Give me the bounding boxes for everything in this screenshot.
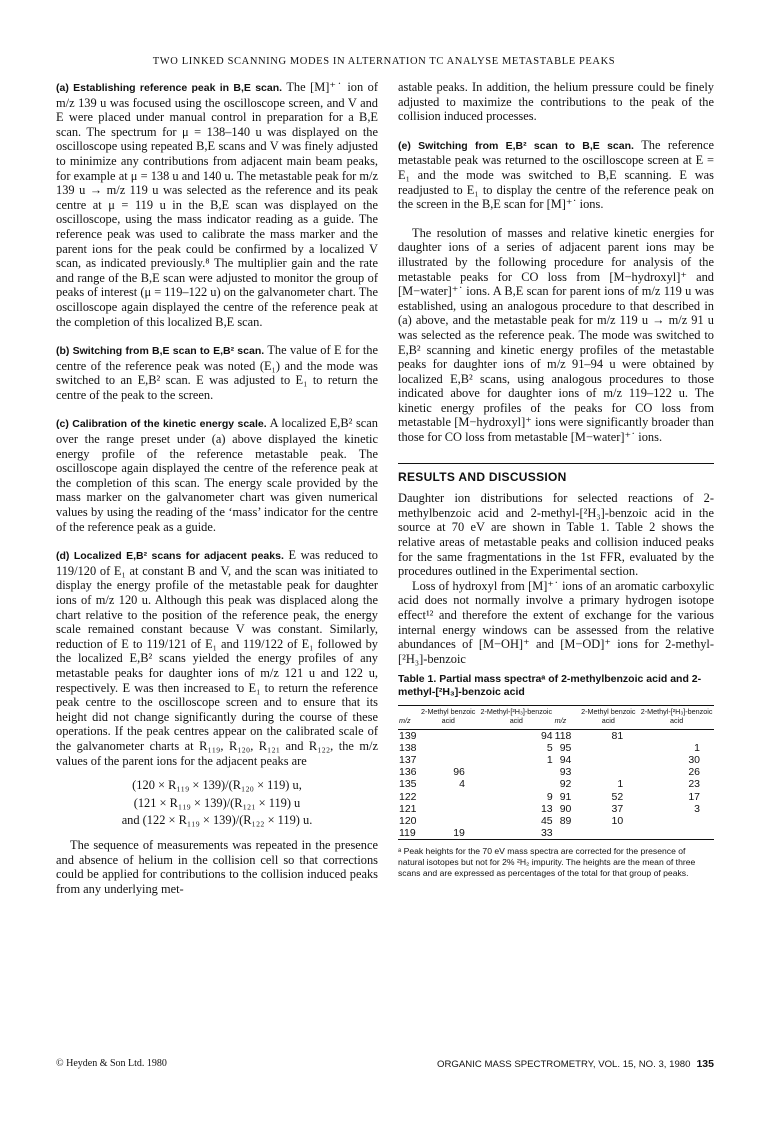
resolution-paragraph: The resolution of masses and relative kinetic energies for daughter ions of a series of adjacent parent ions may be illustrated by the following procedure for analysis of the metastable peaks for CO loss from [M−hydroxyl]⁺ and [M−water]⁺˙ ions. A B,E scan for parent ions of m/z 119 u was established, using an analogous procedure to that described in (a) above, and the metastable peak for m/z 119 u → m/z 91 u was selected as the reference peak. The mode was switched to E,B² scanning and kinetic energy profiles of the metastable peaks for daughter ions of m/z 91–94 u were obtained by localized E,B² scans, using analogous procedures to those indicated above for daughter ions of m/z 119–122 u. The kinetic energy profiles of the peaks for CO loss from metastable [M−hydroxyl]⁺ ions were significantly broader than those for CO loss from metastable [M−water]⁺˙ ions. (398, 225, 714, 445)
table-cell: 23 (688, 778, 700, 791)
table-cell: 13 (540, 802, 553, 815)
table-row (398, 778, 714, 790)
right-column (398, 80, 714, 879)
section-b-heading: (b) Switching from B,E scan to E,B² scan. (56, 345, 265, 358)
table-cell: 1 (694, 741, 700, 754)
table-cell: 139 (399, 729, 417, 742)
journal-footer (398, 1058, 714, 1070)
table-cell: 52 (611, 790, 624, 803)
table-cell: 9 (546, 790, 553, 803)
table-cell (639, 729, 714, 742)
formula-2: (121 × R₁₁₉ × 139)/(R₁₂₁ × 119) u (133, 795, 301, 810)
formula-3: and (122 × R₁₁₉ × 139)/(R₁₂₂ × 119) u. (121, 813, 313, 828)
section-c-body: A localized E,B² scan over the range preset under (a) above displayed the kinetic energy profile of the reference metastable peak. The oscilloscope again displayed the centre of the reference peak at the completion of this scan. The energy scale provided by the mass marker on the galvanometer chart was given numerical values by using the reading of the ‘mass’ indicator for the centre of the reference peak as a guide. (56, 416, 378, 534)
table-header-cell: 2-Methyl-[²H₃]-benzoic acid (479, 706, 554, 729)
results-heading: RESULTS AND DISCUSSION (398, 463, 714, 485)
running-head: TWO LINKED SCANNING MODES IN ALTERNATION TC ANALYSE METASTABLE PEAKS (152, 56, 616, 67)
table-cell: 137 (399, 753, 417, 766)
section-b (56, 343, 378, 402)
table-cell: 90 (559, 802, 572, 815)
table-cell (418, 803, 479, 815)
table-cell: 1 (617, 778, 624, 791)
section-e-heading: (e) Switching from E,B² scan to B,E scan. (398, 139, 634, 152)
table-cell (418, 754, 479, 766)
table-cell: 96 (453, 766, 465, 779)
table-cell: 19 (418, 827, 479, 840)
table-cell: 81 (611, 729, 624, 742)
table-header-cell: 2-Methyl benzoic acid (418, 706, 479, 729)
section-c-heading: (c) Calibration of the kinetic energy scale. (56, 418, 267, 431)
table-row (398, 754, 714, 766)
table-row (398, 766, 714, 778)
table-cell (639, 827, 714, 840)
table-cell: 136 (399, 766, 417, 779)
table-cell: 17 (688, 790, 700, 803)
continued-paragraph: astable peaks. In addition, the helium pressure could be finely adjusted to maximize the contributions to the peak of the collision induced processes. (398, 80, 714, 124)
table-cell: 3 (694, 802, 700, 815)
table-cell: 94 (559, 753, 572, 766)
section-d-heading: (d) Localized E,B² scans for adjacent peaks. (56, 550, 284, 563)
table-cell (418, 742, 479, 754)
table-cell (554, 827, 578, 840)
journal-citation: ORGANIC MASS SPECTROMETRY, VOL. 15, NO. 3, 1980 (437, 1059, 691, 1070)
table-cell: 94 (540, 729, 553, 742)
left-column (56, 80, 378, 896)
table-cell: 37 (611, 802, 624, 815)
section-b-body: The value of E for the centre of the reference peak was noted (E₁) and the mode was switched to an E,B² scan. E was adjusted to E₁ to return the centre of the peak to the screen. (56, 343, 378, 402)
table-cell: 10 (611, 814, 624, 827)
table-cell (639, 815, 714, 827)
table-cell (418, 729, 479, 742)
table-cell (418, 815, 479, 827)
section-d-body: E was reduced to 119/120 of E₁ at constant B and V, and the scan was initiated to display the energy profile of the metastable peak for daughter ions of m/z 120 u. Although this peak was displaced along the chart relative to the position of the reference peak, the energy scale remained constant because V was constant. Similarly, reduction of E to 119/121 of E₁ and 119/122 of E₁ followed by the localized E,B² scans yielded the energy profiles of any metastable peaks for daughter ions of m/z 121 u and 122 u, respectively. E was then increased to E₁ to return the reference peak centre to the oscilloscope screen and to ensure that its height did not change significantly during the course of these operations. If the peak centres appear on the calibrated scale of the galvanometer charts at R₁₁₉, R₁₂₀, R₁₂₁ and R₁₂₂, the m/z values of the parent ions for the adjacent peaks are (56, 548, 378, 768)
section-c (56, 416, 378, 534)
section-a (56, 80, 378, 329)
table-cell: 1 (546, 753, 553, 766)
table-cell (577, 754, 639, 766)
table-cell: 33 (479, 827, 554, 840)
table-header-row (398, 706, 714, 729)
table-cell: 93 (559, 766, 572, 779)
table-cell (577, 742, 639, 754)
table-cell (418, 791, 479, 803)
table-cell: 30 (688, 753, 700, 766)
table-header-cell: 2-Methyl benzoic acid (577, 706, 639, 729)
table-row (398, 742, 714, 754)
page-number: 135 (696, 1058, 714, 1070)
table-row (398, 729, 714, 742)
results-paragraph-1: Daughter ion distributions for selected reactions of 2-methylbenzoic acid and 2-methyl-[²H₃]-benzoic acid in the source at 70 eV are shown in Table 1. Table 2 shows the relative areas of metastable peaks and collision induced peaks for the same fragmentations in the 1st FFR, evaluated by the procedures outlined in the Experimental section. (398, 491, 714, 579)
table-cell: 26 (688, 766, 700, 779)
copyright: © Heyden & Son Ltd. 1980 (56, 1058, 167, 1069)
table-row (398, 815, 714, 827)
table-cell: 92 (559, 778, 572, 791)
table-cell (479, 766, 554, 778)
table-header-cell: 2-Methyl-[²H₃]-benzoic acid (639, 706, 714, 729)
table-cell: 45 (540, 814, 553, 827)
table-cell: 91 (559, 790, 572, 803)
table-1 (398, 673, 714, 879)
table-row (398, 827, 714, 840)
section-a-body: The [M]⁺˙ ion of m/z 139 u was focused using the oscilloscope screen, and V and E were placed under manual control in preparation for a B,E scan. The spectrum for μ = 138–140 u was displayed on the oscilloscope using repeated B,E scans and V was finely adjusted to minimize any contributions from adjacent main beam peaks, for example at μ = 138 u and 140 u. The metastable peak for m/z 139 u → m/z 119 u was selected as the reference and its peak centre at μ = 119 u in the B,E scan was displayed on the oscilloscope, using the mass indicator reading as a guide. The reference peak was used to calibrate the mass marker and the parent ions for the peak could be confirmed by a localized V scan, as indicated previously.⁸ The multiplier gain and the rate and range of the B,E scan were adjusted to monitor the group of peaks of interest (μ = 119–122 u) on the galvanometer chart. The oscilloscope again displayed the centre of the reference peak at the completion of this localized B,E scan. (56, 80, 378, 329)
table-cell: 121 (399, 802, 417, 815)
section-d (56, 548, 378, 768)
table-header-cell: m/z (398, 706, 418, 729)
table-row (398, 791, 714, 803)
section-a-heading: (a) Establishing reference peak in B,E scan. (56, 82, 283, 94)
table-cell (577, 766, 639, 778)
table-cell: 95 (559, 741, 572, 754)
table-row (398, 803, 714, 815)
table-cell: 118 (554, 729, 572, 742)
table-cell (577, 827, 639, 840)
table-cell: 120 (399, 814, 417, 827)
table-caption: Table 1. Partial mass spectraᵃ of 2-methylbenzoic acid and 2-methyl-[²H₃]-benzoic acid (398, 673, 702, 699)
table-1-grid (398, 705, 714, 840)
table-cell: 122 (399, 790, 417, 803)
table-footnote: ᵃ Peak heights for the 70 eV mass spectra are corrected for the presence of natural isotopes but not for 2% ²H₂ impurity. The heights are the mean of three scans and are expressed as percentages of the total for that group of peaks. (398, 846, 696, 879)
table-cell: 89 (559, 814, 572, 827)
table-cell: 119 (399, 827, 416, 840)
table-body (398, 729, 714, 840)
results-paragraph-2: Loss of hydroxyl from [M]⁺˙ ions of an aromatic carboxylic acid does not normally involve a primary hydrogen isotope effect¹² and therefore the extent of exchange for the various internal energy windows can be assessed from the relative abundances of [M−OH]⁺ and [M−OD]⁺ ions for 2-methyl-[²H₃]-benzoic (398, 578, 714, 666)
closing-paragraph: The sequence of measurements was repeated in the presence and absence of helium in the collision cell so that corrections could be applied for contributions to the collision induced peaks from any underlying met- (56, 837, 378, 896)
section-e (398, 138, 714, 212)
table-cell: 4 (459, 778, 465, 791)
table-header-cell: m/z (554, 706, 578, 729)
table-cell: 138 (399, 741, 417, 754)
table-cell (479, 778, 554, 790)
table-cell: 135 (399, 778, 417, 791)
section-e-body: The reference metastable peak was returned to the oscilloscope screen at E = E₁ and the mode was switched to B,E scanning. E was readjusted to E₁ to display the centre of the reference peak on the screen in the B,E scan for [M]⁺˙ ions. (398, 137, 715, 212)
formula-1: (120 × R₁₁₉ × 139)/(R₁₂₀ × 119) u, (132, 778, 302, 793)
table-cell: 5 (546, 741, 553, 754)
